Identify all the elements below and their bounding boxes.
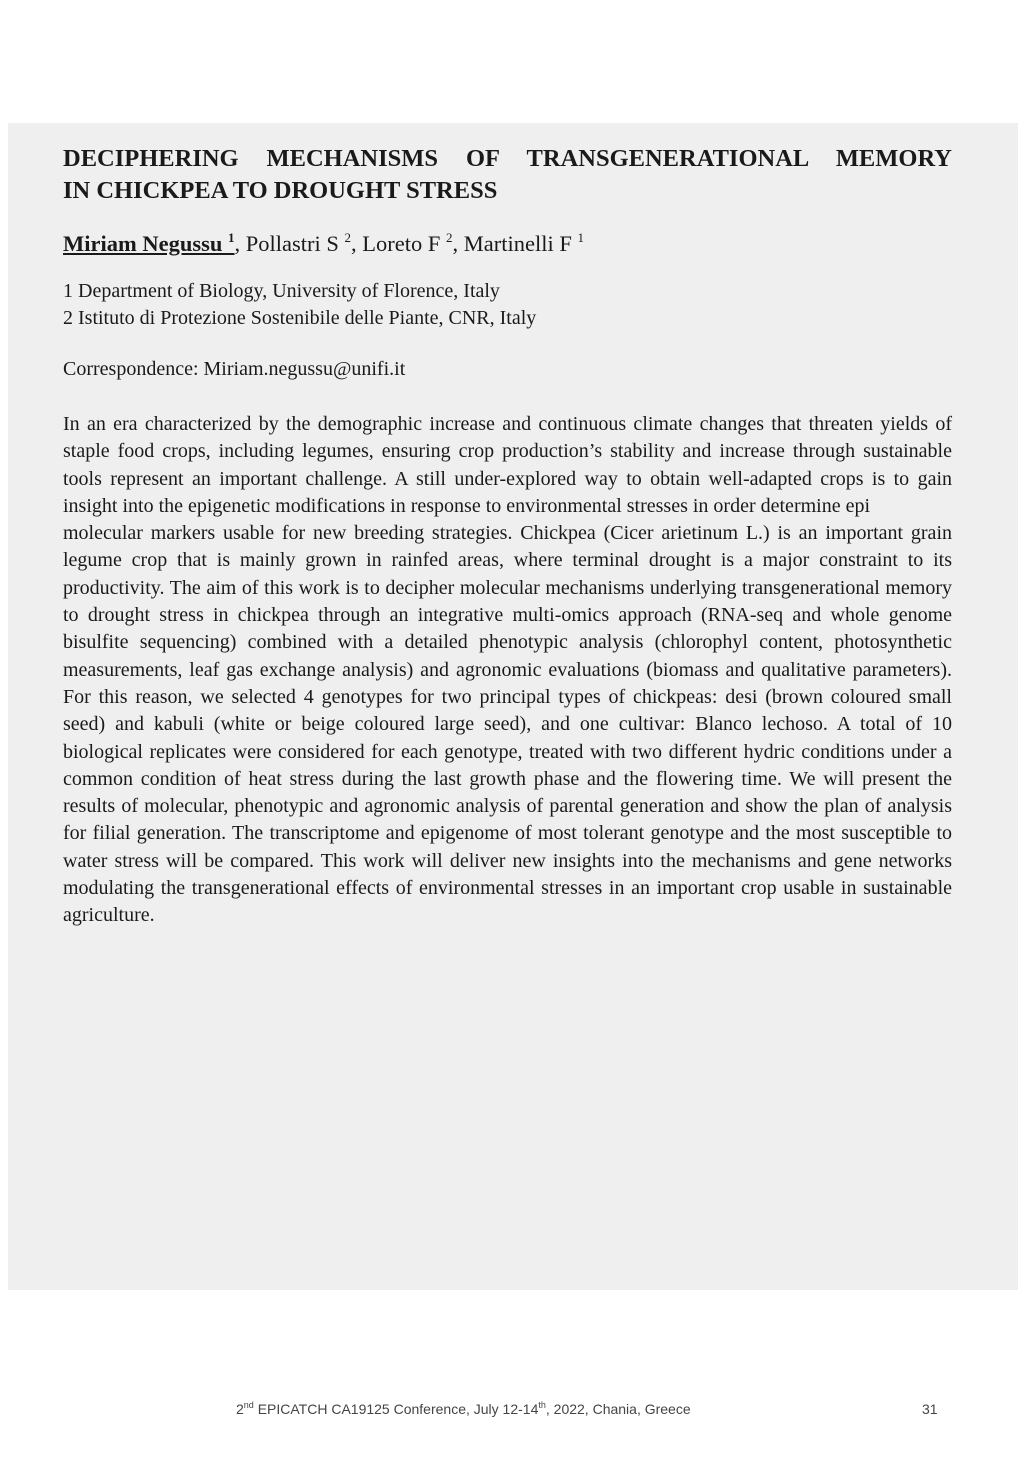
affiliation-2: 2 Istituto di Protezione Sostenibile delle Piante, CNR, Italy bbox=[63, 307, 537, 329]
title-line-1: DECIPHERING MECHANISMS OF TRANSGENERATIONAL MEMORY bbox=[63, 145, 952, 172]
affiliation-1: 1 Department of Biology, University of Florence, Italy bbox=[63, 280, 500, 302]
presenting-author-affil: 1 bbox=[228, 230, 235, 245]
conf-location: , 2022, Chania, Greece bbox=[545, 1401, 691, 1417]
author-list bbox=[63, 229, 952, 259]
conf-name-dates: EPICATCH CA19125 Conference, July 12-14 bbox=[253, 1401, 539, 1417]
author-4-name: , Martinelli F bbox=[452, 231, 578, 256]
affiliations bbox=[63, 278, 952, 332]
author-2-name: , Pollastri S bbox=[234, 231, 345, 256]
conf-edition-suffix: nd bbox=[243, 1400, 254, 1410]
paper-title bbox=[63, 143, 952, 207]
author-3-name: , Loreto F bbox=[351, 231, 447, 256]
title-line-2: IN CHICKPEA TO DROUGHT STRESS bbox=[63, 177, 498, 204]
conf-date-suffix: th bbox=[538, 1400, 546, 1410]
author-4-affil: 1 bbox=[577, 230, 585, 245]
page-number: 31 bbox=[922, 1401, 938, 1417]
correspondence: Correspondence: Miriam.negussu@unifi.it bbox=[63, 358, 406, 380]
conference-info bbox=[236, 1401, 691, 1417]
abstract-content bbox=[63, 143, 952, 930]
author-3-affil: 2 bbox=[446, 230, 453, 245]
abstract-paragraph-1: In an era characterized by the demographic increase and continuous climate changes that threaten yields of staple food crops, including legumes, ensuring crop production’s stability and increase through sustainable tools represent an important challenge. A still under-explored way to obtain well-adapted crops is to gain insight into the epigenetic modifications in response to environmental stresses in order determine epi bbox=[63, 413, 952, 517]
abstract-body bbox=[63, 411, 952, 930]
presenting-author bbox=[63, 231, 235, 256]
author-2-affil: 2 bbox=[344, 230, 352, 245]
conf-edition: 2 bbox=[236, 1401, 244, 1417]
abstract-paragraph-2: molecular markers usable for new breeding strategies. Chickpea (Cicer arietinum L.) is an important grain legume crop that is mainly grown in rainfed areas, where terminal drought is a major constraint to its productivity. The aim of this work is to decipher molecular mechanisms underlying transgenerational memory to drought stress in chickpea through an integrative multi-omics approach (RNA-seq and whole genome bisulfite sequencing) combined with a detailed phenotypic analysis (chlorophyl content, photosynthetic measurements, leaf gas exchange analysis) and agronomic evaluations (biomass and qualitative parameters). For this reason, we selected 4 genotypes for two principal types of chickpeas: desi (brown coloured small seed) and kabuli (white or beige coloured large seed), and one cultivar: Blanco lechoso. A total of 10 biological replicates were considered for each genotype, treated with two different hydric conditions under a common condition of heat stress during the last growth phase and the flowering time. We will present the results of molecular, phenotypic and agronomic analysis of parental generation and show the plan of analysis for filial generation. The transcriptome and epigenome of most tolerant genotype and the most susceptible to water stress will be compared. This work will deliver new insights into the mechanisms and gene networks modulating the transgenerational effects of environmental stresses in an important crop usable in sustainable agriculture. bbox=[63, 522, 952, 927]
presenting-author-name: Miriam Negussu bbox=[63, 231, 228, 256]
